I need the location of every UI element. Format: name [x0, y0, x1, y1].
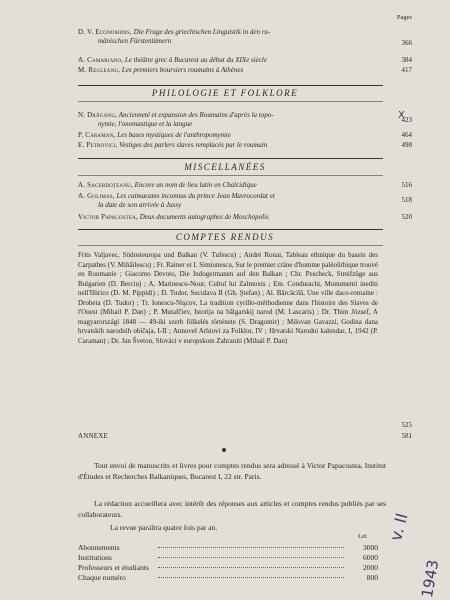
handwritten-year-note: 1943	[418, 558, 443, 600]
toc-page-papacostea: 520	[401, 213, 412, 221]
section-rule	[78, 229, 383, 230]
toc-entry-draganu: N. Drăganu, Ancienneté et expansion des Roumains d'après la topo-	[78, 111, 274, 119]
section-rule	[78, 101, 383, 102]
toc-entry-golimas-cont: la date de son arrivée à Jassy	[98, 201, 182, 209]
toc-entry-golimas: A. Golimas, Les caimacams inconnus du prince Jean Mavrocordat et	[78, 192, 275, 200]
section-heading-philologie: PHILOLOGIE ET FOLKLORE	[151, 88, 299, 98]
toc-page-annexe: 581	[401, 432, 412, 440]
annexe-label: ANNEXE	[78, 432, 108, 440]
section-rule	[78, 158, 383, 159]
toc-page-golimas: 518	[401, 196, 412, 204]
toc-entry-regleanu: M. Regleanu, Les premiers boursiers roumains à Athènes	[78, 66, 244, 74]
toc-entry-economidis: D. V. Economidis, Die Frage des griechischen Linguistik in den ru-	[78, 28, 271, 36]
manuscripts-note: Tout envoi de manuscrits et livres pour comptes rendus sera adressé à Victor Papacostea, Institut d'Études et Recherches Balkaniques, Bucarest I, 22 str. Paris.	[78, 461, 386, 481]
comptes-rendus-list: Frits Valjavec, Südosteuropa und Balkan (V. Tufescu) ; André Ronai, Tableau ethnique du bassin des Carpathes (V. Mihăilescu) ; Fr. Rainer et I. Simionescu, Sur le premier crâne d'homme paléolithique trouvé en Roumanie ; Giacomo Devoto, Die Indogermanen auf den Balkan ; Chr. Pescheck, Streifzüge aus Bulgarien (D. Berciu) ; A. Marinescu-Nour, Cultul lui Zalmoxis ; Em. Condurachi, Monumenti inediti nell'Illirico (D. M. Pippidi) ; D. Tudor, Sucidava II (Gh. Ştefan) ; Al. Bărcăcilă, Une ville daco-romaine : Drobeta (D. Tudor) ; Tr. Ionescu-Nişcov, La tradition cyrillo-méthodienne dans l'histoire des Slaves de l'Ouest (Mihail P. Dan) ; P. Mutafčiev, Istorija na bălgarskij narod (M. Lascaris) ; Dr. Thim József, A magyarországi 1848 — 49-iki szerb fölkelés története (S. Dragomir) ; Milovan Gavazzi, Godina dana hrvatskih narodnih običaja, I-II ; Annuvel Arhiovi za Folklor, IV ; Hrvatski Narodni kalendar, I, 1942 (P. Caraman) ; Dr. Jan Šveton, Slováci v europskom Zahraniti (Mihail P. Dan)	[78, 251, 378, 345]
toc-page-camariano: 384	[401, 56, 412, 64]
toc-entry-sacerdoteanu: A. Sacerdoţeanu, Encore un nom de lieu latin en Chalcidique	[78, 181, 257, 189]
handwritten-volume-note: v. II	[386, 511, 412, 543]
toc-page-draganu: 423	[401, 116, 412, 124]
toc-entry-camariano: A. Camariano, Le théâtre grec à Bucarest au début du XIXe siècle	[78, 56, 267, 64]
currency-label: Lei	[358, 533, 367, 540]
toc-page-economidis: 366	[401, 39, 412, 47]
toc-page-sacerdoteanu: 516	[401, 181, 412, 189]
toc-entry-caraman: P. Caraman, Les bases mystiques de l'anthropomymie	[78, 131, 231, 139]
toc-page-regleanu: 417	[401, 66, 412, 74]
pages-column-header: Pages	[396, 14, 412, 21]
redaction-note: La rédaction accueillera avec intérêt des réponses aux articles et comptes rendus publiés par ses collaborateurs.	[78, 499, 386, 519]
separator-dot	[222, 448, 226, 452]
handwritten-margin-mark: X	[398, 110, 405, 121]
toc-page-petrovici: 498	[401, 141, 412, 149]
section-rule	[78, 245, 383, 246]
section-rule	[78, 175, 383, 176]
section-heading-comptes-rendus: COMPTES RENDUS	[175, 232, 275, 242]
frequency-note: La revue paraîtra quatre fois par an.	[110, 523, 218, 532]
section-heading-miscellanees: MISCELLANÉES	[184, 162, 266, 172]
toc-entry-papacostea: Victor Papacostea, Deux documents autographes de Moschopolis	[78, 213, 269, 221]
toc-entry-petrovici: E. Petrovici, Vestiges des parlers slaves remplacés par le roumain	[78, 141, 268, 149]
toc-entry-economidis-cont: mänischen Fürstentümern	[98, 37, 172, 45]
toc-page-comptes-rendus: 525	[401, 421, 412, 429]
section-rule	[78, 85, 383, 86]
document-page: Pages D. V. Economidis, Die Frage des griechischen Linguistik in den ru- mänischen Fürstentümern 366 A. Camariano, Le théâtre grec à Bucarest au début du XIXe siècle 384 M. Regleanu, Les premiers boursiers roumains à Athènes 417 PHILOLOGIE ET FOLKLORE N. Drăganu, Ancienneté et expansion des Roumains d'après la topo- nymie, l'onomastique et la langue 423 P. Caraman, Les bases mystiques de l'anthropomymie 464 E. Petrovici, Vestiges des parlers slaves remplacés par le roumain 498 MISCELLANÉES A. Sacerdoţeanu, Encore un nom de lieu latin en Chalcidique 516 A. Golimas, Les caimacams inconnus du prince Jean Mavrocordat et la date de son arrivée à Jassy 518 Victor Papacostea, Deux documents autographes de Moschopolis 520 COMPTES RENDUS Frits Valjavec, Südosteuropa und Balkan (V. Tufescu) ; André Ronai, Tableau ethnique du bassin des Carpathes (V. Mihăilescu) ; Fr. Rainer et I. Simionescu, Sur le premier crâne d'homme paléolithique trouvé en Roumanie ; Giacomo Devoto, Die Indogermanen auf den Balkan ; Chr. Pescheck, Streifzüge aus Bulgarien (D. Berciu) ; A. Marinescu-Nour, Cultul lui Zalmoxis ; Em. Condurachi, Monumenti inediti nell'Illirico (D. M. Pippidi) ; D. Tudor, Sucidava II (Gh. Ştefan) ; Al. Bărcăcilă, Une ville daco-romaine : Drobeta (D. Tudor) ; Tr. Ionescu-Nişcov, La tradition cyrillo-méthodienne dans l'histoire des Slaves de l'Ouest (Mihail P. Dan) ; P. Mutafčiev, Istorija na bălgarskij narod (M. Lascaris) ; Dr. Thim József, A magyarországi 1848 — 49-iki szerb fölkelés története (S. Dragomir) ; Milovan Gavazzi, Godina dana hrvatskih narodnih običaja, I-II ; Annuvel Arhiovi za Folklor, IV ; Hrvatski Narodni kalendar, I, 1942 (P. Caraman) ; Dr. Jan Šveton, Slováci v europskom Zahraniti (Mihail P. Dan) 525 ANNEXE 581 Tout envoi de manuscrits et livres pour comptes rendus sera adressé à Victor Papacostea, Institut d'Études et Recherches Balkaniques, Bucarest I, 22 str. Paris. La rédaction accueillera avec intérêt des réponses aux articles et comptes rendus publiés par ses collaborateurs. La revue paraîtra quatre fois par an. Lei Abonnements 3000 Institutions 6000 Professeurs et étudiants 2000 Chaque numéro 800 X v. II 1943	[0, 0, 450, 600]
toc-entry-draganu-cont: nymie, l'onomastique et la langue	[98, 120, 193, 128]
toc-page-caraman: 464	[401, 131, 412, 139]
